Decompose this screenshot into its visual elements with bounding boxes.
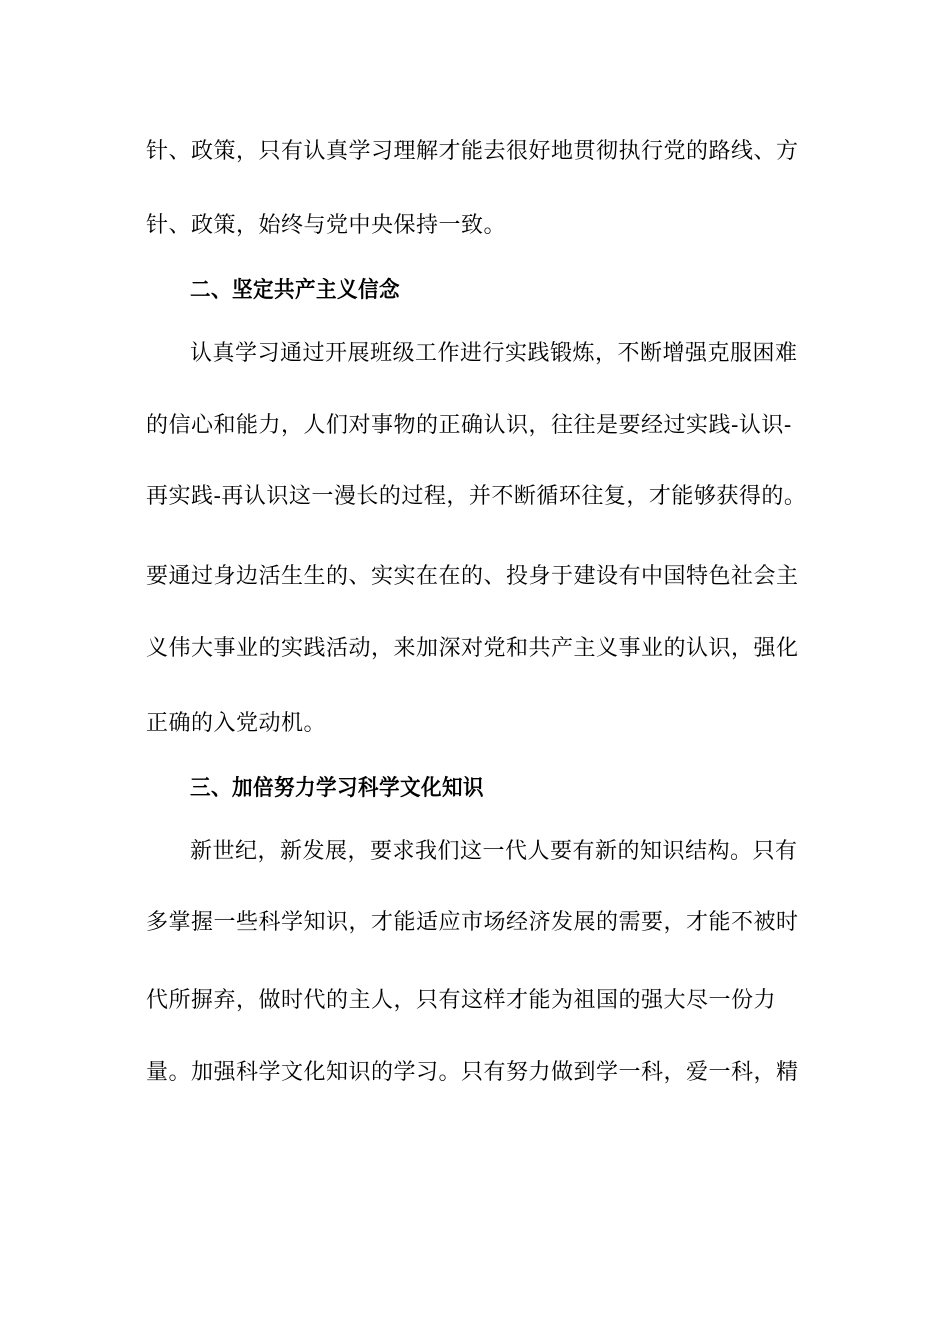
paragraph-line: 新世纪，新发展，要求我们这一代人要有新的知识结构。只有	[190, 839, 798, 864]
paragraph-line: 正确的入党动机。	[146, 711, 327, 736]
section-heading-3: 三、加倍努力学习科学文化知识	[190, 775, 485, 801]
paragraph-line: 量。加强科学文化知识的学习。只有努力做到学一科，爱一科，精	[146, 1060, 799, 1085]
paragraph-line: 多掌握一些科学知识，才能适应市场经济发展的需要，才能不被时	[146, 910, 799, 935]
section-heading-2: 二、坚定共产主义信念	[190, 277, 401, 303]
paragraph-line: 义伟大事业的实践活动，来加深对党和共产主义事业的认识，强化	[146, 636, 799, 661]
paragraph-line: 的信心和能力，人们对事物的正确认识，往往是要经过实践-认识-	[146, 413, 792, 438]
paragraph-line: 要通过身边活生生的、实实在在的、投身于建设有中国特色社会主	[146, 564, 799, 589]
paragraph-line: 认真学习通过开展班级工作进行实践锻炼，不断增强克服困难	[190, 341, 798, 366]
paragraph-line: 再实践-再认识这一漫长的过程，并不断循环往复，才能够获得的。	[146, 484, 807, 509]
paragraph-line: 针、政策，始终与党中央保持一致。	[146, 213, 507, 238]
paragraph-line: 代所摒弃，做时代的主人，只有这样才能为祖国的强大尽一份力	[146, 988, 777, 1013]
paragraph-line: 针、政策，只有认真学习理解才能去很好地贯彻执行党的路线、方	[146, 139, 799, 164]
